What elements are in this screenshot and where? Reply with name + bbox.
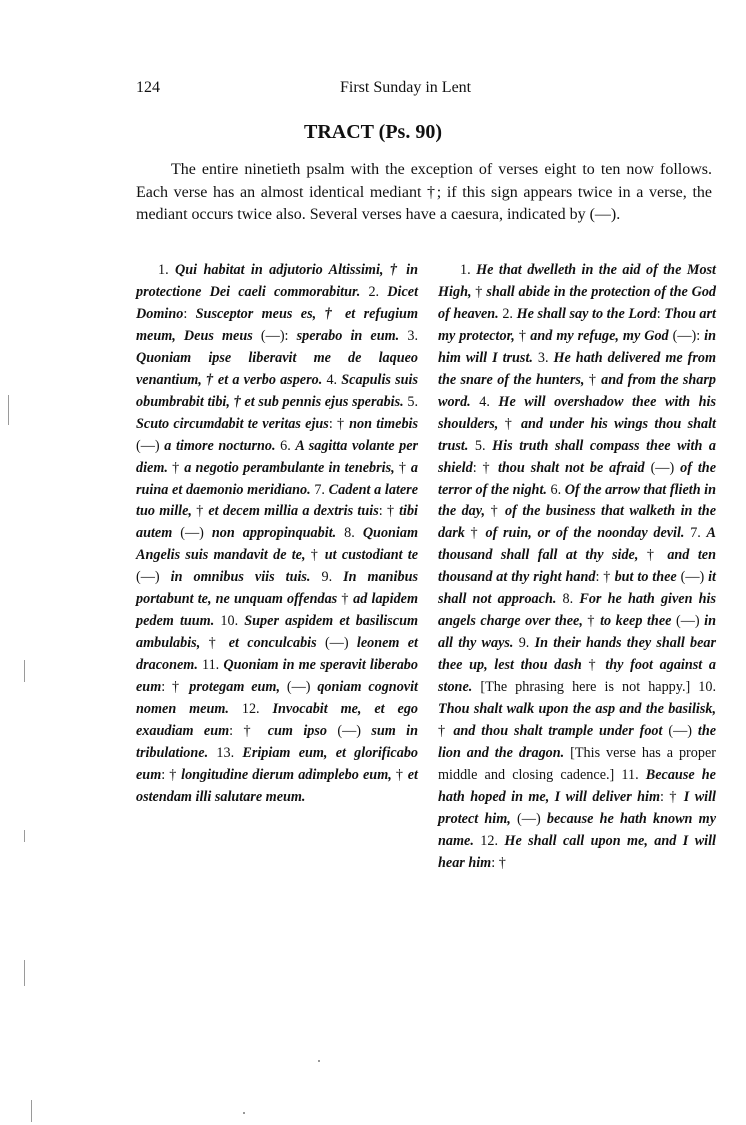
roman-text-run: (—) bbox=[644, 459, 681, 476]
roman-text-run: † bbox=[200, 635, 229, 652]
italic-text-run: a ruina et daemonio meridiano. bbox=[136, 459, 419, 498]
italic-text-run: sum in tribulatione. bbox=[136, 723, 419, 761]
roman-text-run: (—) bbox=[510, 810, 547, 827]
italic-text-run: shall abide in the protection of the God of heaven. bbox=[438, 283, 717, 322]
italic-text-run: Super aspidem et basiliscum ambulabis, bbox=[136, 613, 418, 652]
roman-text-run: (—) bbox=[671, 613, 705, 630]
roman-text-run: : bbox=[183, 305, 196, 322]
italic-text-run: but to thee bbox=[614, 569, 677, 586]
english-translation-column bbox=[438, 260, 716, 875]
italic-text-run: ad lapidem pedem tuum. bbox=[136, 591, 418, 630]
roman-text-run: (—) bbox=[662, 723, 698, 740]
scan-mark bbox=[24, 960, 25, 986]
italic-text-run: Quoniam Angelis suis mandavit de te, bbox=[136, 525, 419, 564]
italic-text-run: the lion and the dragon. bbox=[438, 723, 717, 761]
italic-text-run: Eripiam eum, et glorificabo eum bbox=[136, 744, 419, 783]
italic-text-run: ut custodiant te bbox=[324, 547, 419, 564]
roman-text-run: (—) bbox=[676, 569, 709, 586]
italic-text-run: Quoniam in me speravit liberabo eum bbox=[136, 657, 418, 696]
roman-text-run: † bbox=[638, 547, 668, 564]
roman-text-run: (—) bbox=[136, 569, 171, 586]
italic-text-run: it shall not approach. bbox=[438, 569, 716, 608]
italic-text-run: A thousand shall fall at thy side, bbox=[438, 525, 717, 564]
italic-text-run: I will protect him, bbox=[438, 788, 716, 827]
roman-text-run: : † bbox=[229, 723, 268, 740]
italic-text-run: Cadent a latere tuo mille, bbox=[136, 481, 418, 520]
roman-text-run: [This verse has a proper middle and closing cadence.] 11. bbox=[438, 744, 716, 783]
roman-text-run: (—) bbox=[316, 635, 357, 652]
italic-text-run: Quoniam ipse liberavit me de laqueo venantium, † et a verbo aspero. bbox=[136, 349, 418, 388]
roman-text-run: † bbox=[582, 613, 601, 630]
italic-text-run: longitudine dierum adimplebo eum, bbox=[181, 766, 392, 783]
italic-text-run: Invocabit me, et ego exaudiam eum bbox=[136, 701, 419, 740]
italic-text-run: In their hands they shall bear thee up, lest thou dash bbox=[438, 635, 717, 674]
italic-text-run: Thou shalt walk upon the asp and the basilisk, bbox=[438, 701, 716, 718]
italic-text-run: leonem et draconem. bbox=[136, 635, 418, 674]
roman-text-run: : † bbox=[472, 459, 498, 476]
italic-text-run: His truth shall compass thee with a shield bbox=[438, 437, 716, 476]
scan-dot bbox=[243, 1112, 245, 1114]
italic-text-run: a timore nocturno. bbox=[164, 437, 276, 454]
italic-text-run: and under his wings thou shalt trust. bbox=[438, 415, 716, 454]
roman-text-run: : † bbox=[161, 679, 190, 696]
roman-text-run: (—): bbox=[252, 327, 297, 344]
italic-text-run: In manibus portabunt te, ne unquam offendas bbox=[136, 569, 419, 608]
scan-mark bbox=[8, 395, 9, 425]
italic-text-run: non timebis bbox=[349, 415, 419, 432]
italic-text-run: He hath delivered me from the snare of the hunters, bbox=[438, 349, 717, 388]
italic-text-run: For he hath given his angels charge over thee, bbox=[438, 591, 717, 630]
roman-text-run: 7. bbox=[310, 481, 329, 498]
roman-text-run: † bbox=[394, 459, 411, 476]
italic-text-run: in him will I trust. bbox=[438, 327, 716, 366]
roman-text-run: † bbox=[485, 503, 506, 520]
italic-text-run: thou shalt not be afraid bbox=[497, 459, 645, 476]
italic-text-run: tibi autem bbox=[136, 503, 418, 542]
roman-text-run: (—) bbox=[280, 679, 318, 696]
italic-text-run: Scuto circumdabit te veritas ejus bbox=[136, 415, 329, 432]
italic-text-run: He shall call upon me, and I will hear him bbox=[438, 832, 716, 871]
roman-text-run: 4. bbox=[322, 371, 342, 388]
roman-text-run: 3. bbox=[399, 327, 418, 344]
latin-text-column bbox=[136, 260, 418, 809]
roman-text-run: † bbox=[391, 766, 408, 783]
italic-text-run: et ostendam illi salutare meum. bbox=[136, 766, 418, 805]
roman-text-run: † bbox=[581, 657, 606, 674]
roman-text-run: 7. bbox=[684, 525, 707, 542]
roman-text-run: † bbox=[191, 503, 209, 520]
italic-text-run: of the terror of the night. bbox=[438, 459, 716, 498]
roman-text-run: 12. bbox=[473, 832, 505, 849]
roman-text-run: : † bbox=[328, 415, 350, 432]
roman-text-run: † bbox=[464, 525, 486, 542]
roman-text-run: 6. bbox=[275, 437, 296, 454]
roman-text-run: † bbox=[305, 547, 325, 564]
italic-text-run: non appropinquabit. bbox=[211, 525, 337, 542]
italic-text-run: protegam eum, bbox=[189, 679, 281, 696]
scan-mark bbox=[24, 830, 25, 842]
roman-text-run: 1. bbox=[460, 262, 477, 278]
roman-text-run: : bbox=[656, 305, 665, 322]
italic-text-run: Susceptor meus es, † et refugium meum, Deus meus bbox=[136, 305, 418, 344]
italic-text-run: in omnibus viis tuis. bbox=[170, 569, 311, 586]
italic-text-run: He shall say to the Lord bbox=[516, 305, 657, 322]
italic-text-run: Qui habitat in adjutorio Altissimi, † in protectione Dei caeli commorabitur. bbox=[136, 262, 419, 300]
roman-text-run: : † bbox=[161, 766, 182, 783]
roman-text-run: 12. bbox=[228, 701, 273, 718]
italic-text-run: and from the sharp word. bbox=[438, 371, 716, 410]
italic-text-run: He that dwelleth in the aid of the Most High, bbox=[438, 262, 716, 300]
page-number: 124 bbox=[136, 79, 160, 96]
italic-text-run: et conculcabis bbox=[228, 635, 317, 652]
scan-mark bbox=[24, 660, 25, 682]
roman-text-run: (—): bbox=[668, 327, 705, 344]
roman-text-run: † bbox=[584, 371, 602, 388]
scan-mark bbox=[31, 1100, 32, 1122]
roman-text-run: 10. bbox=[214, 613, 245, 630]
italic-text-run: He will overshadow thee with his shoulders, bbox=[438, 393, 716, 432]
italic-text-run: Because he hath hoped in me, I will deliver him bbox=[438, 766, 716, 805]
italic-text-run: of the business that walketh in the dark bbox=[438, 503, 716, 542]
roman-text-run: (—) bbox=[326, 723, 372, 740]
italic-text-run: A sagitta volante per diem. bbox=[136, 437, 419, 476]
roman-text-run: : † bbox=[491, 854, 506, 871]
roman-text-run: 5. bbox=[403, 393, 418, 410]
italic-text-run: because he hath known my name. bbox=[438, 810, 716, 849]
italic-text-run: in all thy ways. bbox=[438, 613, 717, 652]
italic-text-run: to keep thee bbox=[600, 613, 672, 630]
running-head: First Sunday in Lent bbox=[340, 79, 472, 96]
italic-text-run: Of the arrow that flieth in the day, bbox=[438, 481, 717, 520]
section-title: TRACT (Ps. 90) bbox=[304, 121, 442, 143]
roman-text-run: 3. bbox=[532, 349, 554, 366]
italic-text-run: and ten thousand at thy right hand bbox=[438, 547, 716, 586]
roman-text-run: [The phrasing here is not happy.] 10. bbox=[472, 679, 716, 696]
italic-text-run: and my refuge, my God bbox=[530, 327, 669, 344]
roman-text-run: † bbox=[337, 591, 354, 608]
roman-text-run: † bbox=[514, 327, 531, 344]
roman-text-run: 2. bbox=[360, 283, 388, 300]
roman-text-run: † bbox=[167, 459, 185, 476]
roman-text-run: 13. bbox=[208, 744, 243, 761]
roman-text-run: (—) bbox=[172, 525, 212, 542]
italic-text-run: cum ipso bbox=[267, 723, 327, 740]
italic-text-run: thy foot against a stone. bbox=[438, 657, 716, 696]
roman-text-run: (—) bbox=[136, 437, 165, 454]
italic-text-run: and thou shalt trample under foot bbox=[453, 723, 663, 740]
roman-text-run: : † bbox=[378, 503, 400, 520]
roman-text-run: : † bbox=[660, 788, 684, 805]
roman-text-run: 2. bbox=[498, 305, 517, 322]
roman-text-run: 5. bbox=[468, 437, 493, 454]
italic-text-run: Scapulis suis obumbrabit tibi, † et sub pennis ejus sperabis. bbox=[136, 371, 419, 410]
italic-text-run: qoniam cognovit nomen meum. bbox=[136, 679, 418, 718]
italic-text-run: sperabo in eum. bbox=[296, 327, 400, 344]
roman-text-run: : † bbox=[595, 569, 615, 586]
roman-text-run: 8. bbox=[556, 591, 580, 608]
roman-text-run: 9. bbox=[513, 635, 535, 652]
roman-text-run: 8. bbox=[336, 525, 363, 542]
italic-text-run: of ruin, or of the noonday devil. bbox=[485, 525, 685, 542]
roman-text-run: † bbox=[498, 415, 521, 432]
scan-dot bbox=[318, 1060, 320, 1062]
intro-paragraph: The entire ninetieth psalm with the exception of verses eight to ten now follows. Each verse has an almost identical mediant †; if this sign appears twice in a verse, the mediant occurs twice also. Several verses have a caesura, indicated by (—). bbox=[136, 161, 712, 223]
roman-text-run: 6. bbox=[546, 481, 565, 498]
italic-text-run: Thou art my protector, bbox=[438, 305, 716, 344]
italic-text-run: a negotio perambulante in tenebris, bbox=[184, 459, 395, 476]
italic-text-run: Dicet Domino bbox=[136, 283, 419, 322]
roman-text-run: 4. bbox=[470, 393, 499, 410]
roman-text-run: 9. bbox=[310, 569, 344, 586]
roman-text-run: 1. bbox=[158, 262, 176, 278]
roman-text-run: † bbox=[438, 723, 454, 740]
roman-text-run: 11. bbox=[197, 657, 224, 674]
roman-text-run: † bbox=[471, 283, 487, 300]
italic-text-run: et decem millia a dextris tuis bbox=[208, 503, 379, 520]
